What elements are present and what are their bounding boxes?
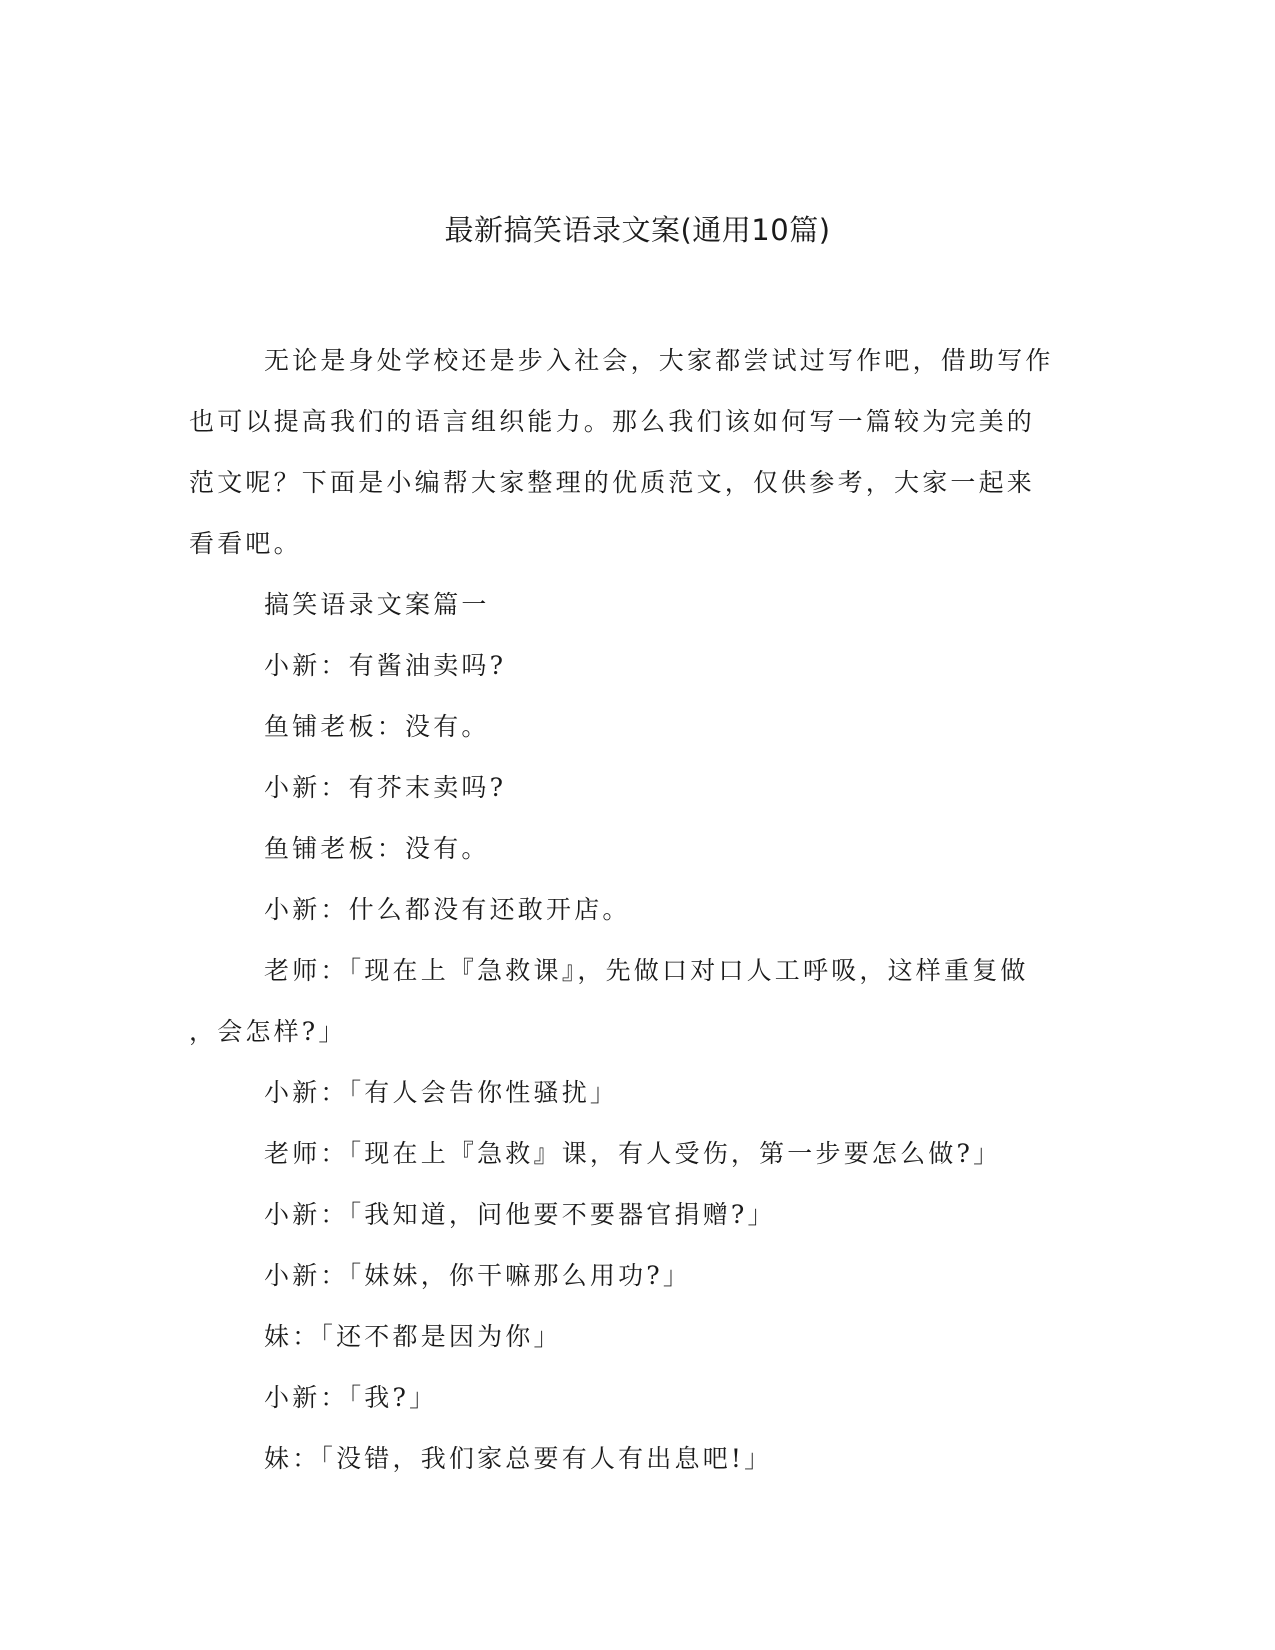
dialogue-line: 鱼铺老板：没有。	[264, 712, 490, 741]
dialogue-line: 小新：「有人会告你性骚扰」	[264, 1078, 619, 1107]
intro-line: 看看吧。	[189, 529, 302, 558]
dialogue-line: 老师：「现在上『急救』课，有人受伤，第一步要怎么做?」	[264, 1139, 1002, 1168]
intro-line: 也可以提高我们的语言组织能力。那么我们该如何写一篇较为完美的	[189, 407, 1036, 436]
dialogue-line: 小新：什么都没有还敢开店。	[264, 895, 631, 924]
dialogue-line: 妹：「没错，我们家总要有人有出息吧!」	[264, 1444, 773, 1473]
dialogue-line: 小新：「我?」	[264, 1383, 438, 1412]
dialogue-line: 妹：「还不都是因为你」	[264, 1322, 562, 1351]
dialogue-line: 小新：「我知道，问他要不要器官捐赠?」	[264, 1200, 776, 1229]
intro-line: 范文呢？下面是小编帮大家整理的优质范文，仅供参考，大家一起来	[189, 468, 1036, 497]
dialogue-line: 老师：「现在上『急救课』，先做口对口人工呼吸，这样重复做	[264, 956, 1029, 985]
dialogue-line: 鱼铺老板：没有。	[264, 834, 490, 863]
document-body	[189, 330, 1069, 1489]
dialogue-line-continuation: ，会怎样?」	[189, 1017, 347, 1046]
document-title: 最新搞笑语录文案(通用10篇)	[444, 213, 831, 247]
dialogue-line: 小新：有芥末卖吗?	[264, 773, 507, 802]
dialogue-line: 小新：「妹妹，你干嘛那么用功?」	[264, 1261, 692, 1290]
section-heading: 搞笑语录文案篇一	[264, 590, 490, 619]
dialogue-line: 小新：有酱油卖吗?	[264, 651, 507, 680]
intro-line: 无论是身处学校还是步入社会，大家都尝试过写作吧，借助写作	[264, 346, 1054, 375]
